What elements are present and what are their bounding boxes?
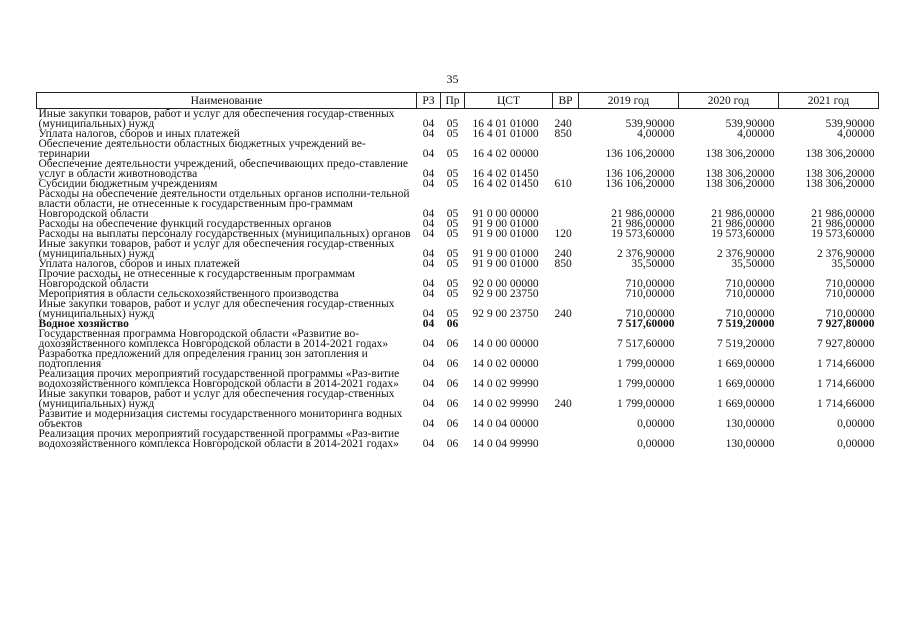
- cell-rz: 04: [422, 378, 435, 390]
- cell-2020: 138 306,20000: [705, 148, 775, 160]
- table-row: [37, 369, 879, 389]
- cell-cst: 14 0 02 99990: [472, 398, 539, 410]
- cell-rz: 04: [422, 308, 435, 320]
- cell-pr: 06: [446, 398, 459, 410]
- cell-2020: 710,00000: [725, 278, 775, 290]
- cell-2020: 21 986,00000: [711, 208, 775, 220]
- cell-rz: 04: [422, 288, 435, 300]
- cell-2019: 7 517,60000: [617, 318, 675, 330]
- table-row: [37, 269, 879, 289]
- cell-rz: 04: [422, 358, 435, 370]
- cell-rz: 04: [422, 338, 435, 350]
- cell-2021: 1 714,66000: [817, 358, 875, 370]
- cell-2020: 7 519,20000: [717, 318, 775, 330]
- cell-name: Развитие и модернизация системы государственного мониторинга водных объектов: [38, 408, 403, 430]
- cell-name: Субсидии бюджетным учреждениям: [38, 178, 218, 190]
- cell-2020: 7 519,20000: [717, 338, 775, 350]
- cell-pr: 05: [446, 148, 459, 160]
- cell-rz: 04: [422, 148, 435, 160]
- cell-cst: 14 0 04 99990: [472, 438, 539, 450]
- cell-2019: 35,50000: [631, 258, 675, 270]
- cell-pr: 05: [446, 258, 459, 270]
- cell-name: Реализация прочих мероприятий государственной программы «Раз-витие водохозяйственного комплекса Новгородской области в 2014-2021 годах»: [38, 428, 400, 450]
- cell-2019: 21 986,00000: [611, 208, 675, 220]
- cell-2019: 0,00000: [637, 418, 675, 430]
- cell-2019: 710,00000: [625, 278, 675, 290]
- header-vr: ВР: [553, 93, 579, 109]
- cell-2019: 1 799,00000: [617, 398, 675, 410]
- cell-2019: 136 106,20000: [605, 148, 675, 160]
- cell-2021: 138 306,20000: [805, 148, 875, 160]
- cell-vr: 240: [554, 118, 572, 130]
- cell-pr: 06: [446, 318, 459, 330]
- cell-pr: 05: [446, 218, 459, 230]
- cell-vr: [553, 289, 579, 299]
- cell-2021: 19 573,60000: [811, 228, 875, 240]
- cell-cst: 91 0 00 00000: [472, 208, 539, 220]
- cell-2021: 539,90000: [825, 118, 875, 130]
- cell-2019: 1 799,00000: [617, 358, 675, 370]
- cell-pr: 06: [446, 438, 459, 450]
- cell-2021: 138 306,20000: [805, 168, 875, 180]
- header-pr: Пр: [441, 93, 465, 109]
- cell-2021: 710,00000: [825, 308, 875, 320]
- cell-2019: 7 517,60000: [617, 338, 675, 350]
- cell-name: Водное хозяйство: [38, 318, 129, 330]
- cell-vr: [553, 369, 579, 389]
- table-row: [37, 239, 879, 259]
- cell-rz: 04: [422, 128, 435, 140]
- cell-rz: 04: [422, 258, 435, 270]
- cell-2020: 4,00000: [737, 128, 775, 140]
- cell-2021: 35,50000: [831, 258, 875, 270]
- cell-name: Обеспечение деятельности учреждений, обеспечивающих предо-ставление услуг в области животноводства: [38, 158, 409, 180]
- cell-2020: 2 376,90000: [717, 248, 775, 260]
- cell-2020: 710,00000: [725, 288, 775, 300]
- cell-2019: 710,00000: [625, 288, 675, 300]
- cell-pr: 05: [446, 278, 459, 290]
- cell-2020: 130,00000: [725, 438, 775, 450]
- cell-2019: 710,00000: [625, 308, 675, 320]
- cell-2020: 138 306,20000: [705, 178, 775, 190]
- cell-name: Иные закупки товаров, работ и услуг для обеспечения государ-ственных (муниципальных) нужд: [38, 388, 395, 410]
- cell-2020: 130,00000: [725, 418, 775, 430]
- cell-rz: 04: [422, 178, 435, 190]
- table-row: [37, 189, 879, 219]
- cell-pr: 05: [446, 208, 459, 220]
- cell-2021: 7 927,80000: [817, 318, 875, 330]
- cell-pr: 05: [446, 168, 459, 180]
- cell-pr: 06: [446, 338, 459, 350]
- header-name: Наименование: [37, 93, 417, 109]
- cell-cst: 92 9 00 23750: [472, 308, 539, 320]
- cell-rz: 04: [422, 278, 435, 290]
- cell-2019: 539,90000: [625, 118, 675, 130]
- page-number: 35: [446, 72, 459, 86]
- cell-rz: 04: [422, 438, 435, 450]
- cell-pr: 05: [446, 228, 459, 240]
- cell-2020: 1 669,00000: [717, 398, 775, 410]
- header-2019: 2019 год: [579, 93, 679, 109]
- cell-vr: [553, 349, 579, 369]
- cell-pr: 05: [446, 178, 459, 190]
- cell-cst: 91 9 00 01000: [472, 228, 539, 240]
- cell-name: Прочие расходы, не отнесенные к государственным программам Новгородской области: [38, 268, 355, 290]
- cell-2020: 1 669,00000: [717, 358, 775, 370]
- cell-cst: 14 0 00 00000: [472, 338, 539, 350]
- cell-2021: 138 306,20000: [805, 178, 875, 190]
- cell-vr: [553, 269, 579, 289]
- cell-2021: 1 714,66000: [817, 398, 875, 410]
- cell-2020: 710,00000: [725, 308, 775, 320]
- cell-2021: 710,00000: [825, 288, 875, 300]
- cell-vr: [553, 139, 579, 159]
- cell-2020: 19 573,60000: [711, 228, 775, 240]
- cell-2019: 2 376,90000: [617, 248, 675, 260]
- cell-2021: 710,00000: [825, 278, 875, 290]
- cell-vr: 850: [554, 258, 572, 270]
- cell-2019: 4,00000: [637, 128, 675, 140]
- table-header-row: [37, 93, 879, 109]
- cell-2019: 19 573,60000: [611, 228, 675, 240]
- cell-pr: 05: [446, 128, 459, 140]
- header-rz: РЗ: [417, 93, 441, 109]
- cell-2020: 1 669,00000: [717, 378, 775, 390]
- table-row: [37, 299, 879, 319]
- cell-pr: 06: [446, 418, 459, 430]
- cell-rz: 04: [422, 318, 435, 330]
- header-cst: ЦСТ: [465, 93, 553, 109]
- cell-2021: 21 986,00000: [811, 218, 875, 230]
- cell-2019: 0,00000: [637, 438, 675, 450]
- cell-cst: 16 4 02 00000: [472, 148, 539, 160]
- table-row: [37, 389, 879, 409]
- cell-name: Иные закупки товаров, работ и услуг для обеспечения государ-ственных (муниципальных) нужд: [38, 298, 395, 320]
- cell-cst: 16 4 01 01000: [472, 118, 539, 130]
- cell-cst: 91 9 00 01000: [472, 258, 539, 270]
- cell-name: Расходы на выплаты персоналу государственных (муниципальных) органов: [38, 228, 411, 240]
- table-row: [37, 329, 879, 349]
- cell-rz: 04: [422, 168, 435, 180]
- budget-table: [36, 92, 879, 449]
- cell-2021: 2 376,90000: [817, 248, 875, 260]
- cell-rz: 04: [422, 418, 435, 430]
- cell-rz: 04: [422, 248, 435, 260]
- table-row: [37, 349, 879, 369]
- cell-cst: 14 0 02 99990: [472, 378, 539, 390]
- cell-vr: [553, 409, 579, 429]
- cell-rz: 04: [422, 228, 435, 240]
- cell-2021: 4,00000: [837, 128, 875, 140]
- cell-vr: [553, 429, 579, 449]
- cell-vr: 240: [554, 398, 572, 410]
- cell-2020: 21 986,00000: [711, 218, 775, 230]
- cell-name: Иные закупки товаров, работ и услуг для обеспечения государ-ственных (муниципальных) нужд: [38, 108, 395, 130]
- cell-pr: 06: [446, 358, 459, 370]
- cell-pr: 05: [446, 248, 459, 260]
- header-2021: 2021 год: [779, 93, 879, 109]
- cell-cst: 16 4 01 01000: [472, 128, 539, 140]
- cell-name: Разработка предложений для определения границ зон затопления и подтопления: [38, 348, 368, 370]
- cell-cst: 16 4 02 01450: [472, 178, 539, 190]
- cell-rz: 04: [422, 118, 435, 130]
- cell-pr: 05: [446, 308, 459, 320]
- cell-name: Реализация прочих мероприятий государственной программы «Раз-витие водохозяйственного комплекса Новгородской области в 2014-2021 годах»: [38, 368, 400, 390]
- cell-2020: 539,90000: [725, 118, 775, 130]
- table-row: [37, 429, 879, 449]
- cell-vr: 120: [554, 228, 572, 240]
- cell-pr: 05: [446, 118, 459, 130]
- cell-2021: 1 714,66000: [817, 378, 875, 390]
- table-row: [37, 109, 879, 130]
- cell-cst: 92 0 00 00000: [472, 278, 539, 290]
- cell-cst: [465, 319, 553, 329]
- cell-2019: 21 986,00000: [611, 218, 675, 230]
- cell-name: Расходы на обеспечение функций государственных органов: [38, 218, 332, 230]
- cell-name: Иные закупки товаров, работ и услуг для обеспечения государ-ственных (муниципальных) нужд: [38, 238, 395, 260]
- cell-rz: 04: [422, 208, 435, 220]
- table-row: [37, 409, 879, 429]
- cell-name: Расходы на обеспечение деятельности отдельных органов исполни-тельной власти области, не отнесенные к государственным про-граммам Новгородской области: [38, 188, 410, 220]
- cell-cst: 91 9 00 01000: [472, 248, 539, 260]
- cell-cst: 14 0 04 00000: [472, 418, 539, 430]
- cell-vr: 240: [554, 308, 572, 320]
- cell-name: Уплата налогов, сборов и иных платежей: [38, 258, 240, 270]
- cell-pr: 06: [446, 378, 459, 390]
- cell-vr: [553, 329, 579, 349]
- cell-name: Уплата налогов, сборов и иных платежей: [38, 128, 240, 140]
- cell-2021: 0,00000: [837, 438, 875, 450]
- cell-vr: [553, 319, 579, 329]
- cell-2019: 136 106,20000: [605, 168, 675, 180]
- cell-2021: 7 927,80000: [817, 338, 875, 350]
- cell-2019: 136 106,20000: [605, 178, 675, 190]
- header-2020: 2020 год: [679, 93, 779, 109]
- cell-cst: 14 0 02 00000: [472, 358, 539, 370]
- cell-vr: [553, 159, 579, 179]
- cell-cst: 16 4 02 01450: [472, 168, 539, 180]
- table-row: [37, 159, 879, 179]
- cell-2020: 138 306,20000: [705, 168, 775, 180]
- cell-cst: 92 9 00 23750: [472, 288, 539, 300]
- cell-vr: 850: [554, 128, 572, 140]
- cell-pr: 05: [446, 288, 459, 300]
- cell-name: Государственная программа Новгородской области «Развитие во-дохозяйственного комплекса Новгородской области в 2014-2021 годах»: [38, 328, 389, 350]
- cell-2019: 1 799,00000: [617, 378, 675, 390]
- cell-2021: 21 986,00000: [811, 208, 875, 220]
- cell-name: Мероприятия в области сельскохозяйственного производства: [38, 288, 339, 300]
- cell-rz: 04: [422, 218, 435, 230]
- cell-cst: 91 9 00 01000: [472, 218, 539, 230]
- cell-vr: 240: [554, 248, 572, 260]
- cell-2020: 35,50000: [731, 258, 775, 270]
- cell-rz: 04: [422, 398, 435, 410]
- table-row: [37, 139, 879, 159]
- cell-2021: 0,00000: [837, 418, 875, 430]
- cell-vr: [553, 189, 579, 219]
- cell-name: Обеспечение деятельности областных бюджетных учреждений ве-теринарии: [38, 138, 366, 160]
- cell-vr: 610: [554, 178, 572, 190]
